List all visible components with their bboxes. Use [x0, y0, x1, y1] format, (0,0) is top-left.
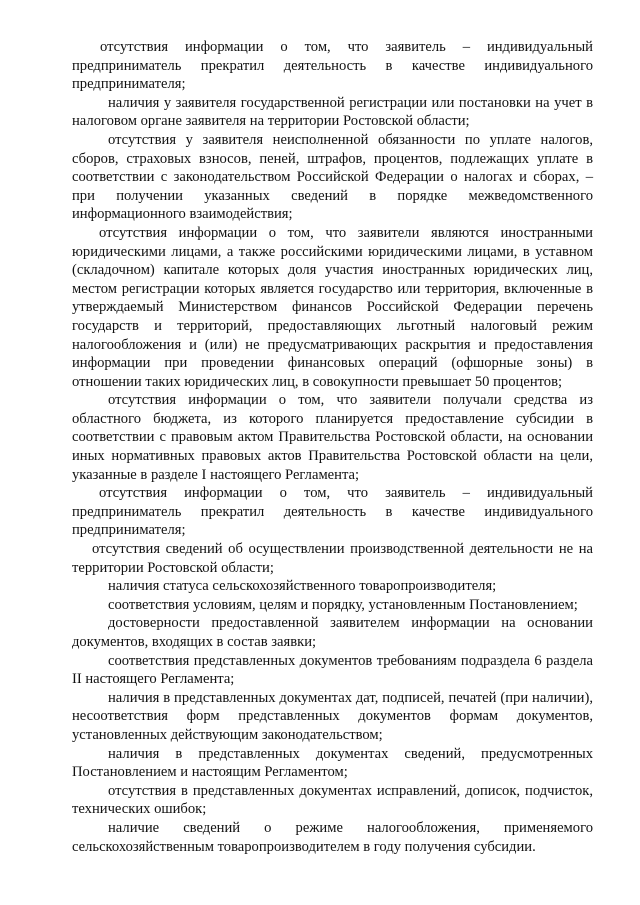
- paragraph-ip-not-terminated: отсутствия информации о том, что заявитель – индивидуальный предприниматель прекратил деятельность в качестве индивидуального предпринимателя;: [72, 39, 593, 93]
- paragraph-documents-requirements: соответствия представленных документов требованиям подраздела 6 раздела II настоящего Регламента;: [72, 652, 593, 688]
- paragraph-tax-regime: наличие сведений о режиме налогообложения, применяемого сельскохозяйственным товаропроизводителем в году получения субсидии.: [72, 819, 593, 855]
- paragraph-no-corrections: отсутствия в представленных документах исправлений, дописок, подчисток, технических ошибок;: [72, 782, 593, 818]
- paragraph-producer-status: наличия статуса сельскохозяйственного товаропроизводителя;: [108, 578, 497, 595]
- paragraph-no-tax-debt: отсутствия у заявителя неисполненной обязанности по уплате налогов, сборов, страховых взносов, пеней, штрафов, процентов, подлежащих уплате в соответствии с законодательством Российской Федерации о налогах и сборах, – при получении указанных сведений в порядке межведомственного информационного взаимодействия;: [72, 131, 593, 223]
- paragraph-conditions-compliance: соответствия условиям, целям и порядку, установленным Постановлением;: [108, 596, 578, 613]
- paragraph-required-information: наличия в представленных документах сведений, предусмотренных Постановлением и настоящим Регламентом;: [72, 745, 593, 781]
- paragraph-no-prior-subsidy: отсутствия информации о том, что заявители получали средства из областного бюджета, из которого планируется предоставление субсидии в соответствии с правовым актом Правительства Ростовской области, на основании иных нормативных правовых актов Правительства Ростовской области на цели, указанные в разделе I настоящего Регламента;: [72, 392, 593, 483]
- paragraph-dates-signatures: наличия в представленных документах дат, подписей, печатей (при наличии), несоответствия форм представленных документов формам документов, установленных действующим законодательством;: [72, 689, 593, 743]
- paragraph-tax-registration: наличия у заявителя государственной регистрации или постановки на учет в налоговом органе заявителя на территории Ростовской области;: [72, 94, 593, 130]
- paragraph-information-reliability: достоверности предоставленной заявителем информации на основании документов, входящих в состав заявки;: [72, 615, 593, 650]
- paragraph-ip-not-terminated-repeat: отсутствия информации о том, что заявитель – индивидуальный предприниматель прекратил деятельность в качестве индивидуального предпринимателя;: [72, 485, 593, 539]
- paragraph-production-in-region: отсутствия сведений об осуществлении производственной деятельности не на территории Ростовской области;: [72, 541, 593, 576]
- paragraph-not-foreign-entity: отсутствия информации о том, что заявители являются иностранными юридическими лицами, а также российскими юридическими лицами, в уставном (складочном) капитале которых доля участия иностранных юридических лиц, местом регистрации которых является государство или территория, включенные в утверждаемый Министерством финансов Российской Федерации перечень государств и территорий, предоставляющих льготный налоговый режим налогообложения и (или) не предусматривающих раскрытия и предоставления информации при проведении финансовых операций (офшорные зоны) в отношении таких юридических лиц, в совокупности превышает 50 процентов;: [72, 224, 593, 390]
